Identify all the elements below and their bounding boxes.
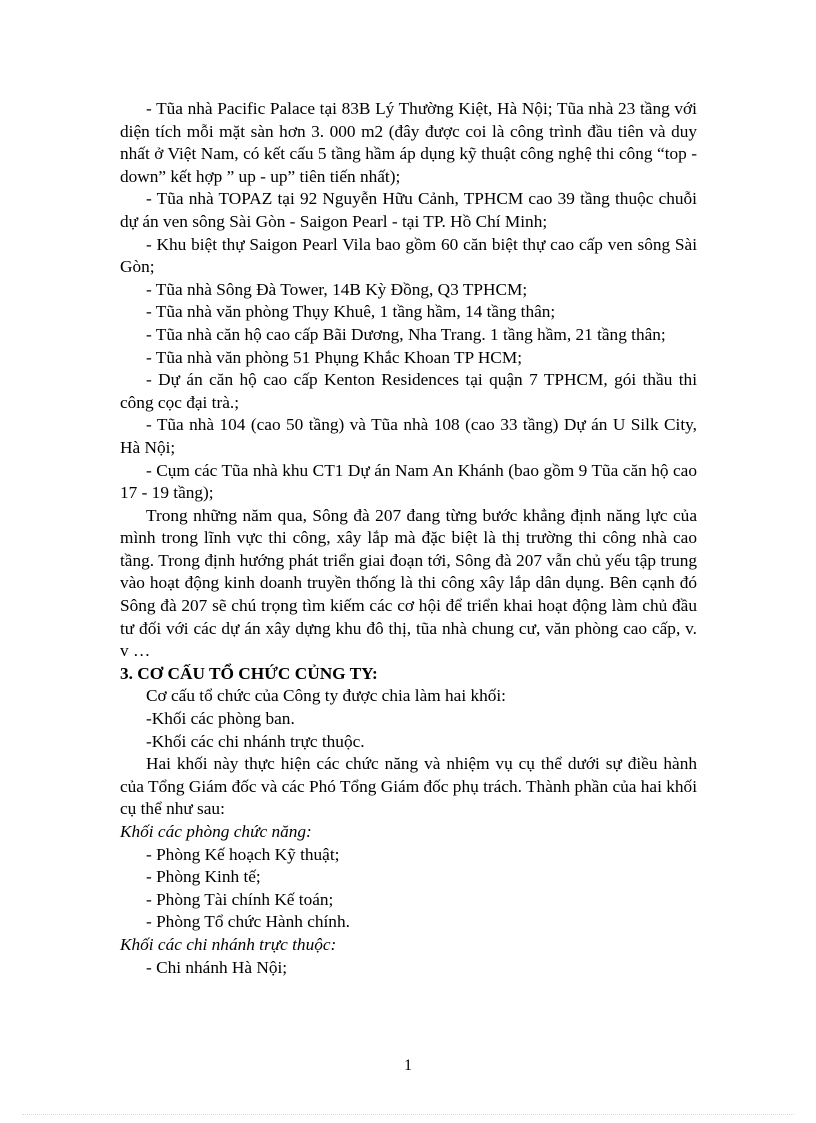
list-item-economics: - Phòng Kinh tế; (146, 867, 261, 887)
paragraph-pacific-palace: - Tũa nhà Pacific Palace tại 83B Lý Thường Kiệt, Hà Nội; Tũa nhà 23 tầng với diện tích mỗi mặt sàn hơn 3. 000 m2 (đây được coi là công trình đầu tiên và duy nhất ở Việt Nam, có kết cấu 5 tầng hầm áp dụng kỹ thuật công nghệ thi công “top - down” kết hợp ” up - up” tiên tiến nhất); (120, 99, 697, 186)
page-bottom-divider (22, 1114, 794, 1115)
list-item-planning-technical: - Phòng Kế hoạch Kỹ thuật; (146, 844, 340, 864)
paragraph-company-direction: Trong những năm qua, Sông đà 207 đang từng bước khẳng định năng lực của mình trong lĩnh vực thi công, xây lắp mà đặc biệt là thị trường thi công nhà cao tầng. Trong định hướng phát triển giai đoạn tới, Sông đà 207 vẫn chủ yếu tập trung vào hoạt động kinh doanh truyền thống là thi công xây lắp dân dụng. Bên cạnh đó Sông đà 207 sẽ chú trọng tìm kiếm các cơ hội để triển khai hoạt động làm chủ đầu tư đối với các dự án xây dựng khu đô thị, tũa nhà chung cư, văn phòng cao cấp, v. v … (120, 505, 697, 661)
paragraph-bai-duong: - Tũa nhà căn hộ cao cấp Bãi Dương, Nha Trang. 1 tầng hầm, 21 tầng thân; (146, 324, 666, 344)
subheading-branches: Khối các chi nhánh trực thuộc: (120, 934, 337, 954)
page-number: 1 (404, 1057, 412, 1074)
document-body (120, 98, 697, 979)
paragraph-phung-khac-khoan: - Tũa nhà văn phòng 51 Phụng Khắc Khoan TP HCM; (146, 347, 522, 367)
paragraph-organization-intro: Cơ cấu tổ chức của Công ty được chia làm hai khối: (146, 686, 506, 706)
paragraph-topaz: - Tũa nhà TOPAZ tại 92 Nguyễn Hữu Cảnh, TPHCM cao 39 tầng thuộc chuỗi dự án ven sông Sài Gòn - Saigon Pearl - tại TP. Hồ Chí Minh; (120, 189, 697, 231)
section-heading-organization: 3. CƠ CẤU TỔ CHỨC CỦNG TY: (120, 663, 378, 683)
paragraph-song-da-tower: - Tũa nhà Sông Đà Tower, 14B Kỳ Đồng, Q3 TPHCM; (146, 279, 528, 299)
subheading-functional-departments: Khối các phòng chức năng: (120, 822, 312, 841)
list-item-departments-block: -Khối các phòng ban. (146, 709, 295, 729)
paragraph-u-silk-city: - Tũa nhà 104 (cao 50 tầng) và Tũa nhà 108 (cao 33 tầng) Dự án U Silk City, Hà Nội; (120, 415, 697, 457)
paragraph-thuy-khue: - Tũa nhà văn phòng Thụy Khuê, 1 tầng hầm, 14 tầng thân; (146, 302, 556, 322)
list-item-hanoi-branch: - Chi nhánh Hà Nội; (146, 957, 288, 977)
list-item-finance-accounting: - Phòng Tài chính Kế toán; (146, 889, 334, 909)
list-item-administration: - Phòng Tổ chức Hành chính. (146, 912, 350, 932)
paragraph-nam-an-khanh: - Cụm các Tũa nhà khu CT1 Dự án Nam An Khánh (bao gồm 9 Tũa căn hộ cao 17 - 19 tầng); (120, 460, 697, 503)
list-item-branches-block: -Khối các chi nhánh trực thuộc. (146, 731, 365, 751)
paragraph-blocks-description: Hai khối này thực hiện các chức năng và nhiệm vụ cụ thể dưới sự điều hành của Tổng Giám đốc và các Phó Tổng Giám đốc phụ trách. Thành phần của hai khối cụ thể như sau: (120, 754, 697, 819)
paragraph-kenton-residences: - Dự án căn hộ cao cấp Kenton Residences tại quận 7 TPHCM, gói thầu thi công cọc đại trà.; (120, 370, 697, 412)
paragraph-saigon-pearl-vila: - Khu biệt thự Saigon Pearl Vila bao gồm 60 căn biệt thự cao cấp ven sông Sài Gòn; (120, 234, 697, 277)
